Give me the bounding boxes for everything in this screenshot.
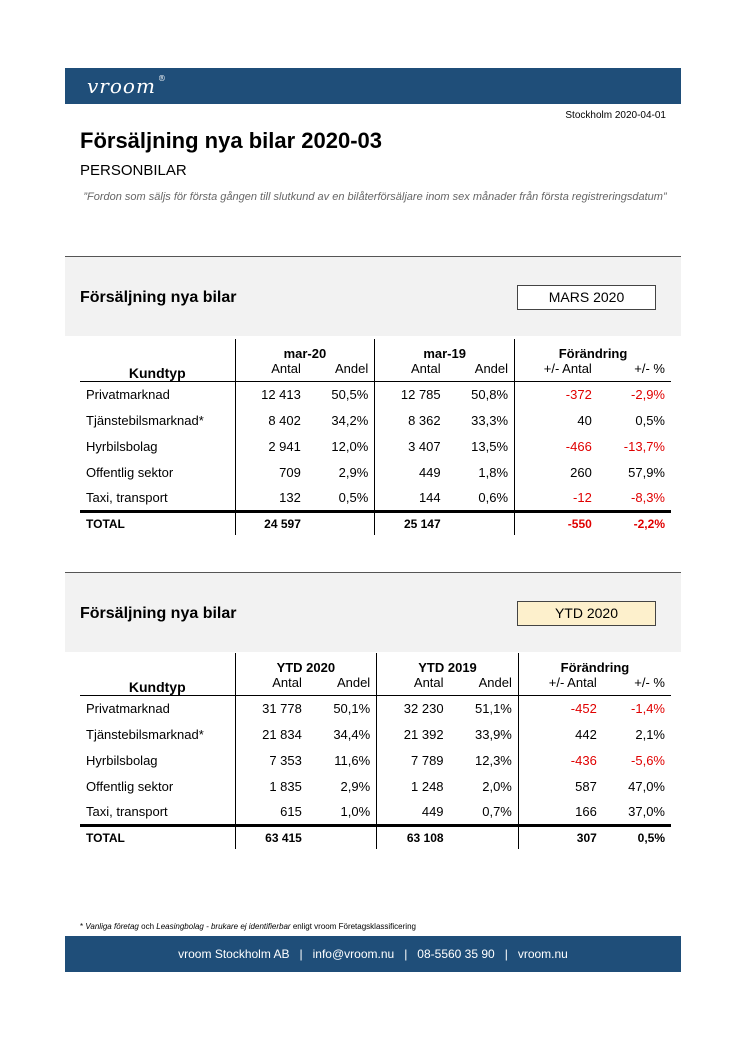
col-andel: Andel [336,675,371,690]
total-row [80,511,671,535]
cell-antal-current: 132 [235,485,307,511]
row-label: Hyrbilsbolag [86,752,158,768]
cell-andel-previous: 51,1% [475,700,512,716]
footnote: * Vanliga företag och Leasingbolag - brukare ej identifierbar enligt vroom Företagsklassificering [80,922,416,931]
cell-diff-pct: 0,5% [635,412,665,428]
row-label: Tjänstebilsmarknad* [86,726,204,742]
empty-cell [450,825,519,849]
cell-diff-pct: 37,0% [628,803,665,819]
cell-antal-current: 615 [235,799,308,825]
cell-antal-current: 8 402 [235,407,307,433]
cell-andel-current: 12,0% [331,438,369,454]
cell-antal-current: 2 941 [235,433,307,459]
document-date: Stockholm 2020-04-01 [565,110,666,121]
cell-antal-previous: 144 [375,485,447,511]
table-row [80,381,671,407]
cell-andel-previous: 0,7% [482,803,512,819]
row-label: Taxi, transport [86,489,168,505]
cell-antal-current: 21 834 [235,721,308,747]
cell-andel-previous: 0,6% [478,489,509,505]
cell-antal-previous: 21 392 [377,721,450,747]
total-diff-pct: -2,2% [598,511,671,535]
cell-andel-current: 0,5% [338,489,369,505]
col-antal: Antal [377,675,450,695]
cell-diff-pct: -2,9% [631,386,665,402]
section-band [65,572,681,652]
cell-diff-pct: -8,3% [631,489,665,505]
table-row [80,433,671,459]
cell-diff-pct: -5,6% [631,752,665,768]
cell-antal-previous: 12 785 [375,381,447,407]
total-antal-previous: 25 147 [375,511,447,535]
cell-antal-previous: 1 248 [377,773,450,799]
cell-antal-previous: 3 407 [375,433,447,459]
table-row [80,799,671,825]
sales-table [80,653,671,849]
col-diff-antal: +/- Antal [518,675,602,695]
cell-antal-previous: 449 [375,459,447,485]
total-label: TOTAL [80,511,235,535]
cell-antal-current: 709 [235,459,307,485]
col-kundtyp: Kundtyp [128,364,186,381]
vroom-logo: vroom ® [87,74,167,98]
col-antal: Antal [375,361,447,381]
header-bar [65,68,681,104]
col-group-change: Förändring [515,339,671,361]
cell-diff-pct: 57,9% [628,464,665,480]
cell-andel-current: 34,4% [333,726,371,742]
col-andel: Andel [478,675,512,690]
total-antal-current: 63 415 [235,825,308,849]
row-label: Hyrbilsbolag [86,438,158,454]
section-monthly [65,256,681,531]
cell-antal-previous: 449 [377,799,450,825]
col-andel: Andel [335,361,369,376]
cell-andel-previous: 50,8% [471,386,509,402]
total-antal-current: 24 597 [235,511,307,535]
cell-andel-current: 2,9% [340,778,371,794]
cell-diff-antal: 40 [515,407,598,433]
cell-diff-antal: -466 [515,433,598,459]
period-label: YTD 2020 [517,601,656,626]
row-label: Offentlig sektor [86,778,174,794]
section-ytd [65,572,681,845]
cell-andel-previous: 33,3% [471,412,509,428]
cell-andel-current: 50,1% [333,700,371,716]
cell-diff-antal: 442 [518,721,602,747]
cell-diff-pct: 2,1% [635,726,665,742]
cell-diff-antal: -452 [518,695,602,721]
col-diff-pct: +/- % [634,675,665,690]
cell-diff-pct: -13,7% [623,438,665,454]
col-diff-antal: +/- Antal [515,361,598,381]
empty-cell [447,511,515,535]
cell-andel-previous: 2,0% [482,778,512,794]
row-label: Tjänstebilsmarknad* [86,412,204,428]
col-kundtyp: Kundtyp [128,678,186,695]
cell-andel-previous: 33,9% [475,726,512,742]
table-row [80,695,671,721]
table-row [80,773,671,799]
col-group-current: mar-20 [235,339,375,361]
page-title: Försäljning nya bilar 2020-03 [80,128,383,153]
section-title: Försäljning nya bilar [80,289,237,306]
cell-diff-pct: 47,0% [628,778,665,794]
footer-bar: vroom Stockholm AB | info@vroom.nu | 08-5560 35 90 | vroom.nu [65,936,681,972]
cell-diff-antal: 260 [515,459,598,485]
cell-diff-antal: 587 [518,773,602,799]
cell-antal-previous: 32 230 [377,695,450,721]
col-group-previous: mar-19 [375,339,515,361]
empty-cell [308,825,377,849]
cell-diff-antal: -372 [515,381,598,407]
col-group-current: YTD 2020 [235,653,377,675]
col-diff-pct: +/- % [634,361,665,376]
cell-antal-previous: 7 789 [377,747,450,773]
cell-andel-current: 50,5% [331,386,369,402]
page-subtitle: PERSONBILAR [80,162,187,179]
cell-diff-pct: -1,4% [631,700,665,716]
cell-andel-current: 1,0% [340,803,371,819]
table-row [80,407,671,433]
cell-andel-previous: 1,8% [478,464,509,480]
sales-table [80,339,671,535]
table-row [80,459,671,485]
col-antal: Antal [235,361,307,381]
cell-diff-antal: -436 [518,747,602,773]
col-antal: Antal [235,675,308,695]
cell-diff-antal: -12 [515,485,598,511]
cell-antal-current: 7 353 [235,747,308,773]
cell-antal-current: 31 778 [235,695,308,721]
cell-diff-antal: 166 [518,799,602,825]
section-title: Försäljning nya bilar [80,605,237,622]
section-band [65,256,681,336]
cell-andel-previous: 12,3% [475,752,512,768]
table-row [80,485,671,511]
cell-andel-current: 2,9% [338,464,369,480]
col-andel: Andel [474,361,509,376]
cell-antal-current: 1 835 [235,773,308,799]
cell-antal-previous: 8 362 [375,407,447,433]
definition-quote: ”Fordon som säljs för första gången till slutkund av en bilåterförsäljare inom sex månader från första registreringsdatum” [83,191,667,203]
empty-cell [307,511,375,535]
row-label: Privatmarknad [86,386,170,402]
row-label: Privatmarknad [86,700,170,716]
col-group-change: Förändring [518,653,671,675]
cell-antal-current: 12 413 [235,381,307,407]
total-antal-previous: 63 108 [377,825,450,849]
cell-andel-current: 34,2% [331,412,369,428]
total-row [80,825,671,849]
total-diff-antal: 307 [518,825,602,849]
total-label: TOTAL [80,825,235,849]
row-label: Taxi, transport [86,803,168,819]
total-diff-antal: -550 [515,511,598,535]
col-group-previous: YTD 2019 [377,653,519,675]
cell-andel-current: 11,6% [334,752,371,768]
period-label: MARS 2020 [517,285,656,310]
row-label: Offentlig sektor [86,464,174,480]
table-row [80,721,671,747]
table-row [80,747,671,773]
cell-andel-previous: 13,5% [471,438,509,454]
total-diff-pct: 0,5% [603,825,671,849]
